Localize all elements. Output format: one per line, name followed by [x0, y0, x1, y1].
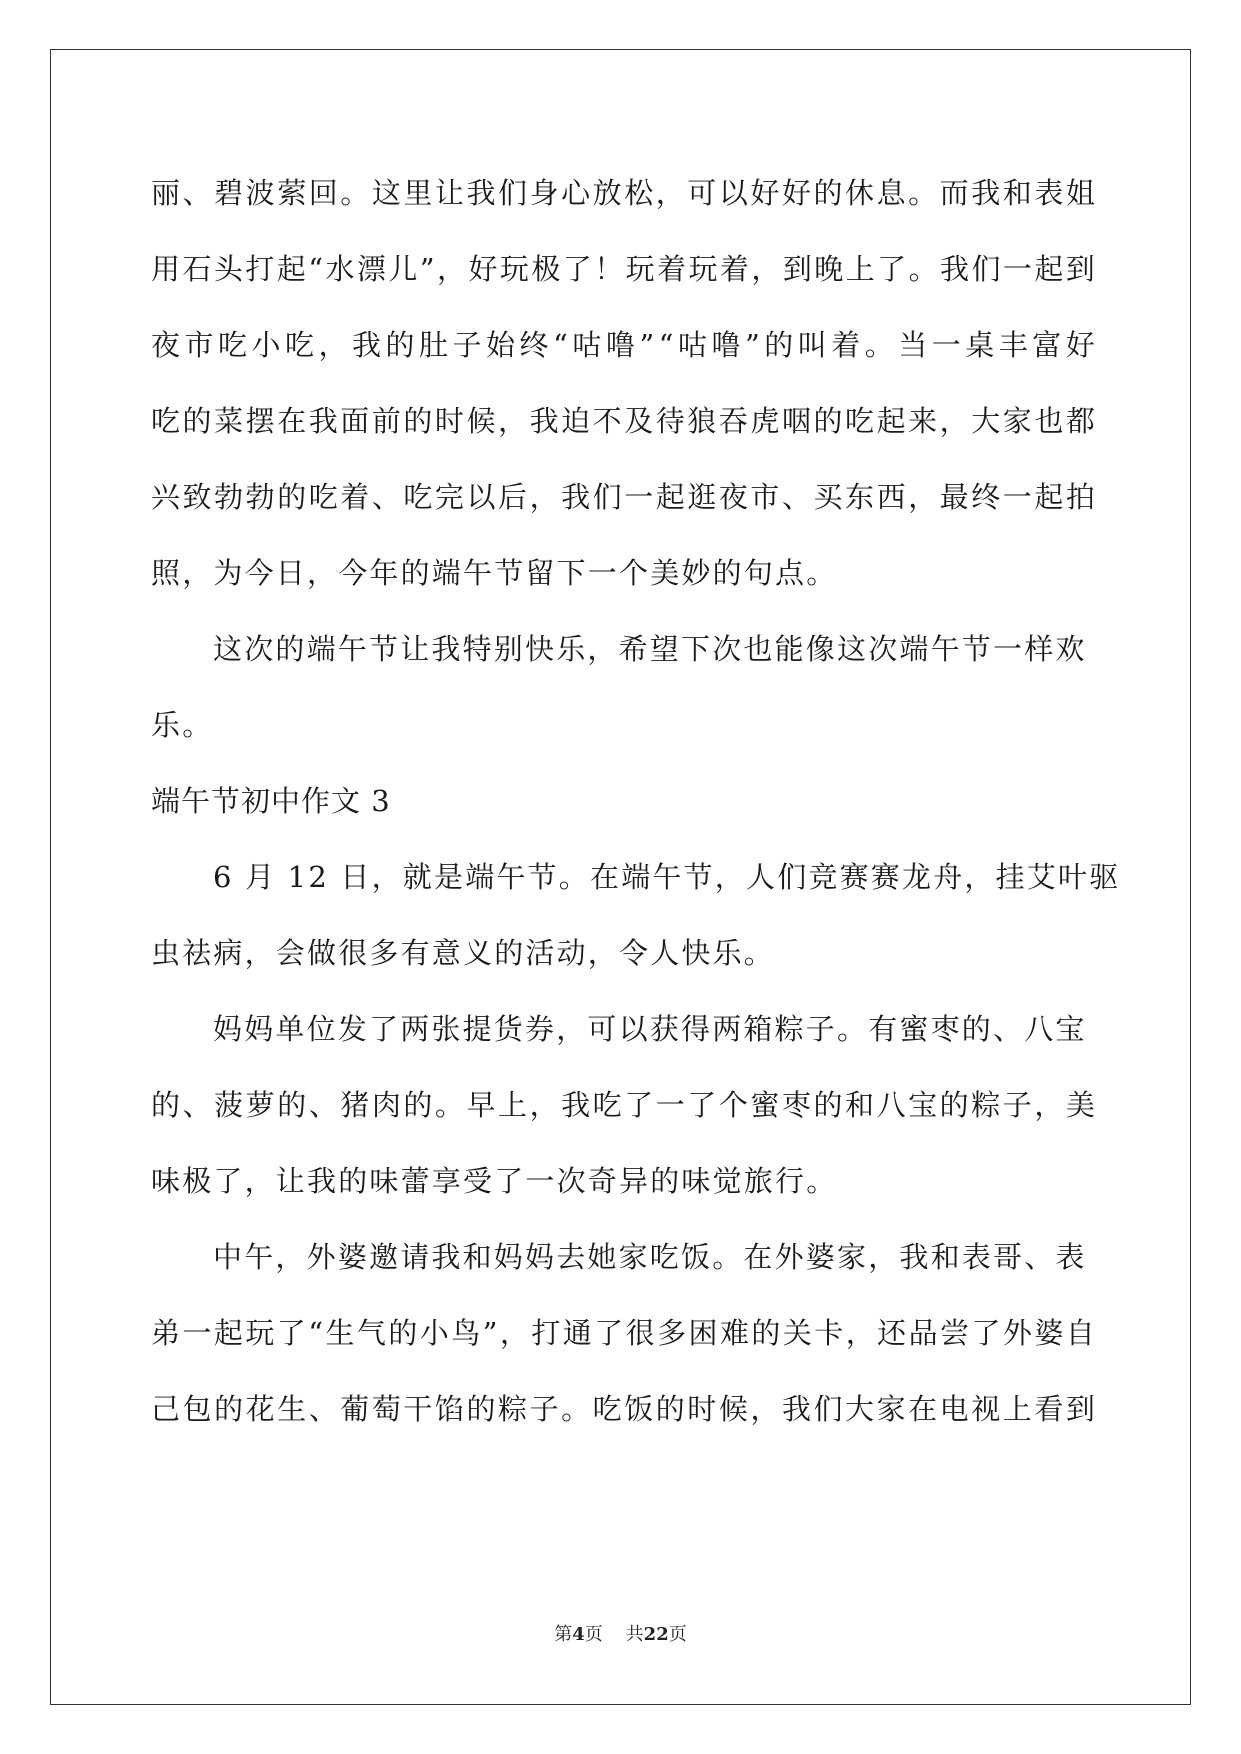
current-page-number: 4: [572, 1624, 585, 1645]
paragraph-start-line: 妈妈单位发了两张提货券，可以获得两箱粽子。有蜜枣的、八宝: [213, 1012, 1087, 1046]
text-line: 的 、 菠 萝 的 、 猪 肉 的 。 早 上 ， 我 吃 了 一 了 个 蜜 枣 的 和 八 宝 的 粽 子 ， 美: [151, 1088, 1095, 1122]
text-line: 照，为今日，今年的端午节留下一个美妙的句点。: [151, 556, 838, 590]
footer-prefix: 第: [554, 1624, 573, 1645]
total-pages-number: 22: [643, 1624, 669, 1645]
paragraph-start-line: 这次的端午节让我特别快乐，希望下次也能像这次端午节一样欢: [213, 632, 1087, 666]
section-heading: 端午节初中作文 3: [151, 784, 391, 818]
text-line: 虫祛病，会做很多有意义的活动，令人快乐。: [151, 936, 776, 970]
text-line: 弟 一 起 玩 了 “ 生 气 的 小 鸟 ” ， 打 通 了 很 多 困 难 的 关 卡 ， 还 品 尝 了 外 婆 自: [151, 1316, 1095, 1350]
page-footer: [0, 1620, 1241, 1646]
text-line: 用 石 头 打 起 “ 水 漂 儿 ” ， 好 玩 极 了 ！ 玩 着 玩 着 ， 到 晚 上 了 。 我 们 一 起 到: [151, 252, 1095, 286]
text-line: 夜 市 吃 小 吃 ， 我 的 肚 子 始 终 “ 咕 噜 ” “ 咕 噜 ” 的 叫 着 。 当 一 桌 丰 富 好: [151, 328, 1095, 362]
document-body: [151, 155, 1121, 1447]
text-line: 己 包 的 花 生 、 葡 萄 干 馅 的 粽 子 。 吃 饭 的 时 候 ， 我 们 大 家 在 电 视 上 看 到: [151, 1392, 1095, 1426]
paragraph-start-line: 中午，外婆邀请我和妈妈去她家吃饭。在外婆家，我和表哥、表: [213, 1240, 1087, 1274]
text-line: 兴 致 勃 勃 的 吃 着 、 吃 完 以 后 ， 我 们 一 起 逛 夜 市 、 买 东 西 ， 最 终 一 起 拍: [151, 480, 1095, 514]
paragraph-start-line: 6 月 12 日，就是端午节。在端午节，人们竞赛赛龙舟，挂艾叶驱: [213, 860, 1121, 894]
text-line: 乐。: [151, 708, 214, 742]
text-line: 丽 、 碧 波 萦 回 。 这 里 让 我 们 身 心 放 松 ， 可 以 好 好 的 休 息 。 而 我 和 表 姐: [151, 176, 1095, 210]
footer-total-prefix: 共: [625, 1624, 644, 1645]
footer-total-unit: 页: [668, 1624, 687, 1645]
footer-page-unit: 页: [584, 1624, 603, 1645]
text-line: 味极了，让我的味蕾享受了一次奇异的味觉旅行。: [151, 1164, 838, 1198]
text-line: 吃 的 菜 摆 在 我 面 前 的 时 候 ， 我 迫 不 及 待 狼 吞 虎 咽 的 吃 起 来 ， 大 家 也 都: [151, 404, 1095, 438]
